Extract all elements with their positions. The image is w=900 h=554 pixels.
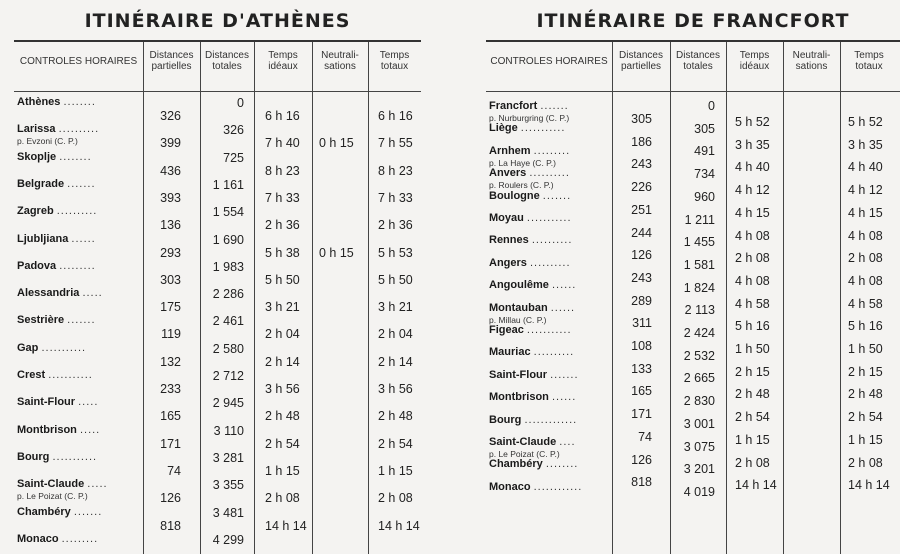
temps-total: 3 h 56: [378, 382, 413, 396]
temps-ideal: 5 h 38: [265, 246, 300, 260]
temps-total: 2 h 14: [378, 355, 413, 369]
distance-totale: 1 211: [684, 213, 715, 227]
header-neutralisations: Neutrali- sations: [792, 50, 831, 72]
temps-ideal: 1 h 15: [265, 464, 300, 478]
distance-partielle: 108: [631, 339, 652, 353]
leader-dots: ...........: [48, 369, 93, 381]
temps-ideal: 4 h 08: [735, 274, 770, 288]
leader-dots: ............: [533, 481, 583, 493]
city-label: [489, 414, 577, 426]
distance-totale: 0: [708, 99, 715, 113]
header-temps-totaux: Temps totaux: [379, 50, 410, 72]
distance-totale: 1 581: [683, 258, 715, 272]
distance-totale: 0: [237, 96, 244, 110]
athenes-itinerary-table: [14, 0, 421, 554]
distance-partielle: 436: [160, 164, 181, 178]
leader-dots: ..........: [529, 257, 571, 269]
city-name: Crest: [17, 369, 46, 381]
city-label: [17, 205, 97, 217]
distance-totale: 3 110: [213, 424, 244, 438]
distance-partielle: 289: [631, 294, 652, 308]
temps-total: 5 h 50: [378, 273, 413, 287]
leader-dots: ........: [545, 458, 579, 470]
leader-dots: .......: [73, 506, 103, 518]
city-name: Francfort: [489, 100, 538, 112]
temps-total: 2 h 54: [848, 410, 883, 424]
leader-dots: ......: [550, 302, 576, 314]
header-neutralisations: Neutrali- sations: [321, 50, 359, 72]
temps-ideal: 5 h 52: [735, 115, 770, 129]
distance-totale: 2 113: [684, 303, 715, 317]
temps-total: 5 h 16: [848, 319, 883, 333]
distance-totale: 4 019: [683, 485, 715, 499]
city-label: [489, 346, 574, 358]
city-name: Chambéry: [17, 506, 71, 518]
distance-partielle: 326: [160, 109, 181, 123]
temps-total: 2 h 54: [378, 437, 413, 451]
distance-totale: 2 712: [212, 369, 244, 383]
header-temps-ideaux: Temps idéaux: [739, 50, 770, 72]
city-label: [17, 533, 98, 545]
city-label: [489, 324, 572, 336]
city-name: Saint-Flour: [489, 369, 548, 381]
temps-total: 4 h 58: [848, 297, 883, 311]
city-label: [17, 478, 108, 490]
city-label: [489, 458, 578, 470]
distance-partielle: 171: [631, 407, 652, 421]
distance-partielle: 126: [160, 491, 181, 505]
temps-total: 1 h 15: [848, 433, 883, 447]
city-label: [17, 506, 102, 518]
temps-ideal: 5 h 50: [265, 273, 300, 287]
temps-ideal: 4 h 12: [735, 183, 770, 197]
checkpoint-note: p. Evzoni (C. P.): [17, 136, 78, 146]
leader-dots: ...........: [41, 342, 87, 354]
temps-ideal: 2 h 14: [265, 355, 300, 369]
checkpoint-note: p. Millau (C. P.): [489, 315, 547, 325]
leader-dots: .........: [59, 260, 96, 272]
city-name: Anvers: [489, 167, 527, 179]
city-name: Belgrade: [17, 178, 65, 190]
distance-partielle: 74: [167, 464, 181, 478]
temps-ideal: 4 h 08: [735, 229, 770, 243]
leader-dots: .............: [524, 414, 578, 426]
distance-partielle: 305: [631, 112, 652, 126]
temps-total: 1 h 15: [378, 464, 413, 478]
top-rule: [14, 40, 421, 42]
column-divider: [840, 42, 841, 554]
leader-dots: ....: [559, 436, 576, 448]
distance-partielle: 132: [160, 355, 181, 369]
city-label: [17, 96, 96, 108]
city-name: Monaco: [17, 533, 59, 545]
leader-dots: .....: [87, 478, 108, 490]
temps-ideal: 4 h 15: [735, 206, 770, 220]
checkpoint-note: p. Roulers (C. P.): [489, 180, 554, 190]
checkpoint-note: p. Le Poizat (C. P.): [17, 491, 88, 501]
leader-dots: .........: [61, 533, 99, 545]
distance-partielle: 171: [160, 437, 181, 451]
leader-dots: ......: [71, 233, 96, 245]
temps-total: 14 h 14: [378, 519, 420, 533]
city-label: [17, 424, 100, 436]
distance-partielle: 175: [160, 300, 181, 314]
leader-dots: .........: [533, 145, 571, 157]
header-controles: CONTROLES HORAIRES: [19, 56, 138, 67]
temps-total: 2 h 08: [848, 251, 883, 265]
temps-ideal: 4 h 58: [735, 297, 770, 311]
header-rule: [486, 91, 900, 92]
city-name: Saint-Flour: [17, 396, 76, 408]
distance-totale: 2 286: [212, 287, 244, 301]
temps-total: 2 h 48: [848, 387, 883, 401]
distance-totale: 3 075: [683, 440, 715, 454]
city-label: [17, 396, 98, 408]
temps-total: 1 h 50: [848, 342, 883, 356]
temps-total: 7 h 55: [378, 136, 413, 150]
leader-dots: ..........: [531, 234, 573, 246]
distance-partielle: 165: [631, 384, 652, 398]
city-name: Montbrison: [17, 424, 77, 436]
leader-dots: .....: [82, 287, 103, 299]
city-name: Chambéry: [489, 458, 543, 470]
distance-totale: 3 355: [212, 478, 244, 492]
distance-partielle: 243: [631, 157, 652, 171]
temps-ideal: 2 h 48: [265, 409, 300, 423]
city-name: Rennes: [489, 234, 529, 246]
distance-partielle: 311: [632, 316, 652, 330]
city-label: [489, 369, 579, 381]
city-name: Montauban: [489, 302, 548, 314]
city-name: Liège: [489, 122, 518, 134]
temps-total: 4 h 08: [848, 274, 883, 288]
temps-total: 2 h 08: [848, 456, 883, 470]
header-distances-partielles: Distances partielles: [149, 50, 194, 72]
city-name: Zagreb: [17, 205, 54, 217]
distance-partielle: 818: [631, 475, 652, 489]
city-label: [489, 234, 572, 246]
temps-ideal: 2 h 54: [265, 437, 300, 451]
distance-partielle: 126: [631, 248, 652, 262]
temps-total: 2 h 15: [848, 365, 883, 379]
distance-partielle: 818: [160, 519, 181, 533]
distance-partielle: 251: [631, 203, 652, 217]
city-name: Bourg: [17, 451, 50, 463]
city-label: [17, 451, 97, 463]
column-divider: [368, 42, 369, 554]
temps-ideal: 3 h 56: [265, 382, 300, 396]
city-label: [17, 233, 96, 245]
distance-partielle: 133: [631, 362, 652, 376]
distance-totale: 3 281: [212, 451, 244, 465]
city-name: Saint-Claude: [17, 478, 85, 490]
city-name: Bourg: [489, 414, 522, 426]
distance-partielle: 293: [160, 246, 181, 260]
distance-partielle: 165: [160, 409, 181, 423]
temps-total: 5 h 53: [378, 246, 413, 260]
temps-ideal: 3 h 21: [265, 300, 300, 314]
leader-dots: .......: [67, 314, 96, 326]
top-rule: [486, 40, 900, 42]
column-divider: [254, 42, 255, 554]
checkpoint-note: p. La Haye (C. P.): [489, 158, 556, 168]
leader-dots: ........: [63, 96, 96, 108]
temps-ideal: 6 h 16: [265, 109, 300, 123]
temps-ideal: 2 h 08: [735, 251, 770, 265]
city-name: Larissa: [17, 123, 56, 135]
temps-ideal: 1 h 50: [735, 342, 770, 356]
temps-ideal: 7 h 40: [265, 136, 300, 150]
city-name: Sestrière: [17, 314, 65, 326]
temps-total: 3 h 21: [378, 300, 413, 314]
city-name: Padova: [17, 260, 57, 272]
leader-dots: ......: [551, 391, 577, 403]
column-divider: [783, 42, 784, 554]
header-rule: [14, 91, 421, 92]
city-label: [17, 178, 96, 190]
temps-total: 2 h 48: [378, 409, 413, 423]
temps-ideal: 14 h 14: [265, 519, 307, 533]
checkpoint-note: p. Nurburgring (C. P.): [489, 113, 570, 123]
leader-dots: .......: [550, 369, 579, 381]
city-label: [489, 190, 571, 202]
leader-dots: ...........: [52, 451, 98, 463]
distance-totale: 2 665: [683, 371, 715, 385]
leader-dots: ...........: [526, 212, 572, 224]
temps-ideal: 14 h 14: [735, 478, 777, 492]
distance-totale: 2 532: [683, 349, 715, 363]
city-name: Angoulême: [489, 279, 549, 291]
leader-dots: .......: [542, 190, 572, 202]
city-name: Mauriac: [489, 346, 531, 358]
city-name: Saint-Claude: [489, 436, 557, 448]
distance-totale: 2 424: [683, 326, 715, 340]
leader-dots: .......: [67, 178, 96, 190]
distance-totale: 3 481: [212, 506, 244, 520]
header-temps-totaux: Temps totaux: [854, 50, 884, 72]
city-label: [489, 212, 572, 224]
distance-totale: 1 455: [683, 235, 715, 249]
city-label: [17, 151, 92, 163]
city-name: Arnhem: [489, 145, 531, 157]
city-label: [489, 167, 570, 179]
city-name: Montbrison: [489, 391, 549, 403]
distance-totale: 2 461: [212, 314, 244, 328]
column-divider: [312, 42, 313, 554]
leader-dots: ........: [59, 151, 92, 163]
distance-partielle: 226: [631, 180, 652, 194]
temps-total: 8 h 23: [378, 164, 413, 178]
distance-totale: 725: [223, 151, 244, 165]
distance-partielle: 126: [631, 453, 652, 467]
leader-dots: ..........: [56, 205, 98, 217]
distance-partielle: 303: [160, 273, 181, 287]
header-distances-totales: Distances totales: [205, 50, 249, 72]
temps-ideal: 2 h 48: [735, 387, 770, 401]
distance-totale: 4 299: [212, 533, 244, 547]
temps-total: 2 h 08: [378, 491, 413, 505]
distance-totale: 1 983: [212, 260, 244, 274]
distance-partielle: 393: [160, 191, 181, 205]
distance-partielle: 243: [631, 271, 652, 285]
temps-ideal: 2 h 15: [735, 365, 770, 379]
temps-total: 14 h 14: [848, 478, 890, 492]
temps-total: 4 h 08: [848, 229, 883, 243]
header-distances-partielles: Distances partielles: [619, 50, 663, 72]
temps-total: 2 h 04: [378, 327, 413, 341]
leader-dots: .....: [78, 396, 99, 408]
temps-ideal: 3 h 35: [735, 138, 770, 152]
athenes-title: ITINÉRAIRE D'ATHÈNES: [84, 10, 351, 32]
distance-partielle: 186: [631, 135, 652, 149]
distance-totale: 1 824: [683, 281, 715, 295]
temps-ideal: 8 h 23: [265, 164, 300, 178]
city-name: Alessandria: [17, 287, 80, 299]
leader-dots: .......: [540, 100, 569, 112]
francfort-itinerary-table: [486, 0, 900, 554]
temps-total: 7 h 33: [378, 191, 413, 205]
checkpoint-note: p. Le Poizat (C. P.): [489, 449, 560, 459]
temps-ideal: 1 h 15: [735, 433, 770, 447]
city-label: [489, 145, 570, 157]
distance-partielle: 244: [631, 226, 652, 240]
leader-dots: ......: [551, 279, 577, 291]
leader-dots: ...........: [520, 122, 566, 134]
header-distances-totales: Distances totales: [676, 50, 720, 72]
city-label: [17, 287, 103, 299]
temps-ideal: 4 h 40: [735, 160, 770, 174]
distance-totale: 2 830: [683, 394, 715, 408]
temps-ideal: 2 h 08: [735, 456, 770, 470]
city-label: [17, 369, 93, 381]
temps-ideal: 2 h 08: [265, 491, 300, 505]
temps-ideal: 2 h 04: [265, 327, 300, 341]
leader-dots: ...........: [526, 324, 572, 336]
column-divider: [670, 42, 671, 554]
distance-totale: 1 554: [212, 205, 244, 219]
temps-ideal: 5 h 16: [735, 319, 770, 333]
city-name: Boulogne: [489, 190, 540, 202]
city-name: Skoplje: [17, 151, 57, 163]
city-label: [17, 123, 99, 135]
city-label: [489, 302, 575, 314]
distance-partielle: 74: [638, 430, 652, 444]
city-name: Ljubljiana: [17, 233, 69, 245]
distance-totale: 491: [694, 144, 715, 158]
city-name: Angers: [489, 257, 527, 269]
distance-partielle: 399: [160, 136, 181, 150]
city-label: [489, 279, 576, 291]
city-label: [17, 260, 96, 272]
neutralisation: 0 h 15: [319, 246, 354, 260]
leader-dots: .....: [79, 424, 101, 436]
header-temps-ideaux: Temps idéaux: [268, 50, 298, 72]
distance-totale: 960: [694, 190, 715, 204]
city-label: [489, 122, 565, 134]
temps-total: 4 h 12: [848, 183, 883, 197]
distance-totale: 734: [694, 167, 715, 181]
header-controles: CONTROLES HORAIRES: [490, 56, 608, 67]
distance-partielle: 119: [161, 327, 181, 341]
temps-total: 4 h 40: [848, 160, 883, 174]
city-label: [489, 481, 582, 493]
leader-dots: ..........: [533, 346, 575, 358]
distance-totale: 2 580: [212, 342, 244, 356]
distance-totale: 1 161: [212, 178, 244, 192]
temps-total: 2 h 36: [378, 218, 413, 232]
leader-dots: ..........: [529, 167, 570, 179]
distance-totale: 326: [223, 123, 244, 137]
temps-ideal: 2 h 54: [735, 410, 770, 424]
distance-totale: 3 001: [683, 417, 715, 431]
neutralisation: 0 h 15: [319, 136, 354, 150]
distance-totale: 305: [694, 122, 715, 136]
temps-ideal: 2 h 36: [265, 218, 300, 232]
temps-total: 6 h 16: [378, 109, 413, 123]
distance-partielle: 233: [160, 382, 181, 396]
city-label: [489, 436, 576, 448]
city-label: [489, 100, 569, 112]
distance-totale: 3 201: [683, 462, 715, 476]
temps-ideal: 7 h 33: [265, 191, 300, 205]
distance-totale: 1 690: [212, 233, 244, 247]
city-label: [17, 314, 96, 326]
distance-totale: 2 945: [212, 396, 244, 410]
temps-total: 5 h 52: [848, 115, 883, 129]
city-label: [489, 257, 571, 269]
distance-partielle: 136: [160, 218, 181, 232]
city-name: Moyau: [489, 212, 524, 224]
leader-dots: ..........: [58, 123, 100, 135]
temps-total: 3 h 35: [848, 138, 883, 152]
temps-total: 4 h 15: [848, 206, 883, 220]
city-label: [17, 342, 86, 354]
column-divider: [726, 42, 727, 554]
city-name: Athènes: [17, 96, 61, 108]
city-label: [489, 391, 576, 403]
francfort-title: ITINÉRAIRE DE FRANCFORT: [536, 10, 850, 32]
city-name: Monaco: [489, 481, 531, 493]
city-name: Figeac: [489, 324, 524, 336]
city-name: Gap: [17, 342, 39, 354]
